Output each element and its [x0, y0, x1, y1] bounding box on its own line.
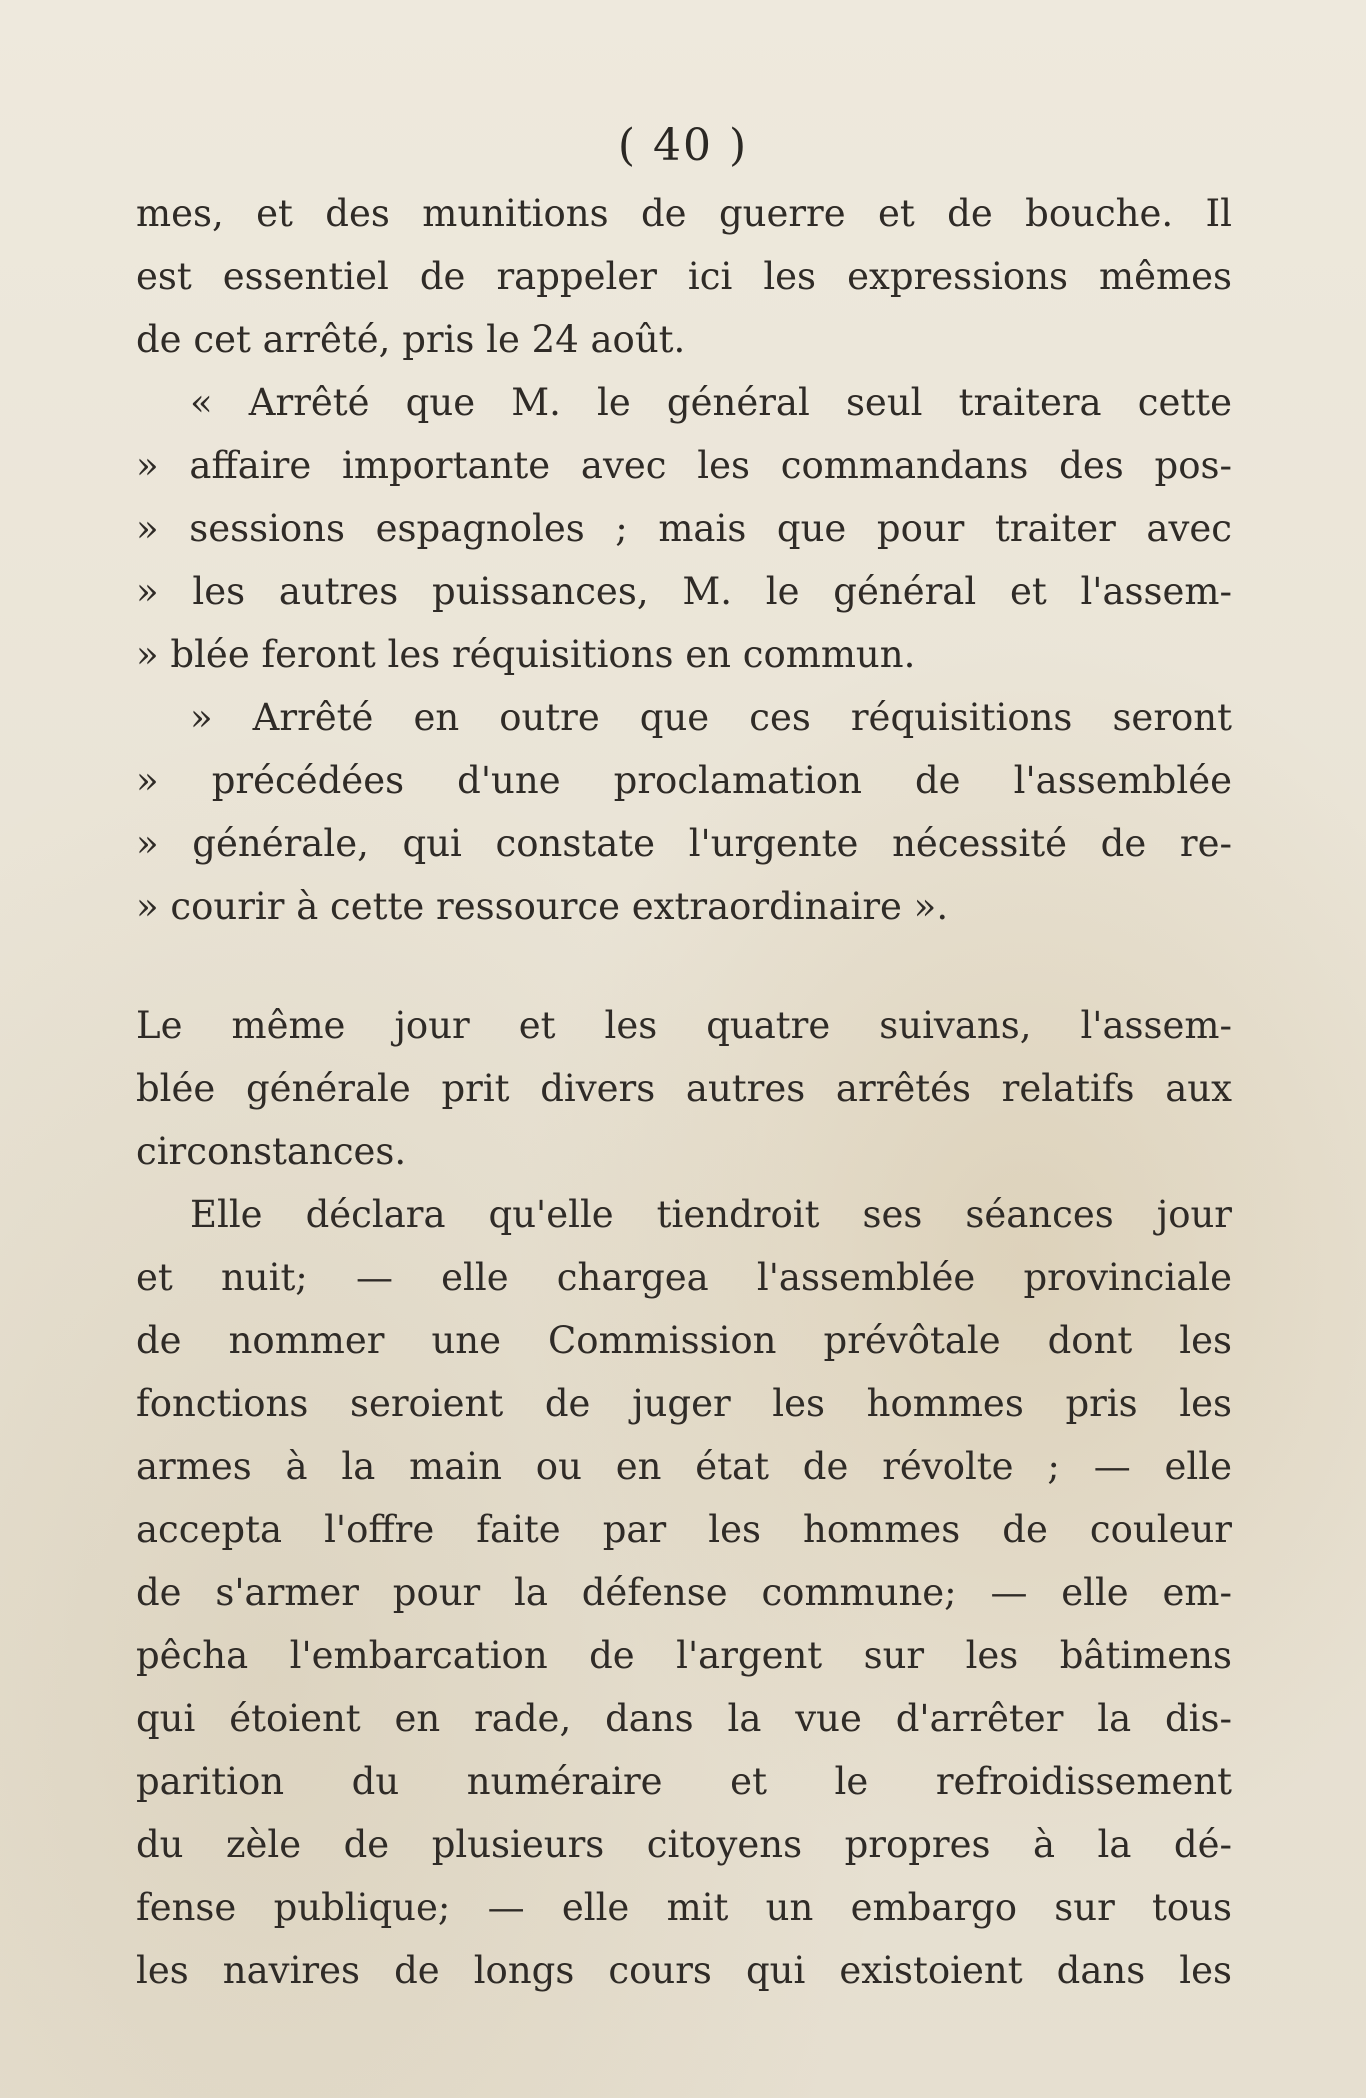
quotation-second-resolution [136, 686, 1232, 938]
text-line: du zèle de plusieurs citoyens propres à la dé- [136, 1823, 1232, 1866]
page-text [136, 182, 1232, 2002]
text-line: fense publique; — elle mit un embargo sur tous [136, 1886, 1232, 1929]
text-line: de nommer une Commission prévôtale dont les [136, 1319, 1232, 1362]
paragraph-same-day [136, 994, 1232, 1183]
text-line: les navires de longs cours qui existoient dans les [136, 1949, 1232, 1992]
text-line: circonstances. [136, 1130, 407, 1173]
text-line: » précédées d'une proclamation de l'assemblée [136, 759, 1232, 802]
text-line: Le même jour et les quatre suivans, l'assem- [136, 1004, 1232, 1047]
text-line: accepta l'offre faite par les hommes de couleur [136, 1508, 1232, 1551]
text-line: pêcha l'embarcation de l'argent sur les bâtimens [136, 1634, 1232, 1677]
text-line: de s'armer pour la défense commune; — elle em- [136, 1571, 1232, 1614]
text-line: et nuit; — elle chargea l'assemblée provinciale [136, 1256, 1232, 1299]
text-line: « Arrêté que M. le général seul traitera cette [190, 381, 1232, 424]
text-line: » les autres puissances, M. le général et l'assem- [136, 570, 1232, 613]
paragraph-continued [136, 182, 1232, 371]
text-line: » blée feront les réquisitions en commun. [136, 633, 916, 676]
text-line: » courir à cette ressource extraordinaire ». [136, 885, 949, 928]
text-line: est essentiel de rappeler ici les expressions mêmes [136, 255, 1232, 298]
section-gap [136, 938, 1232, 994]
text-line: qui étoient en rade, dans la vue d'arrêter la dis- [136, 1697, 1232, 1740]
text-line: Elle déclara qu'elle tiendroit ses séances jour [190, 1193, 1232, 1236]
text-line: » affaire importante avec les commandans des pos- [136, 444, 1232, 487]
text-line: fonctions seroient de juger les hommes pris les [136, 1382, 1232, 1425]
text-line: » sessions espagnoles ; mais que pour traiter avec [136, 507, 1232, 550]
text-line: mes, et des munitions de guerre et de bouche. Il [136, 192, 1232, 235]
paragraph-declarations [136, 1183, 1232, 2002]
text-line: » Arrêté en outre que ces réquisitions seront [190, 696, 1232, 739]
text-line: » générale, qui constate l'urgente nécessité de re- [136, 822, 1232, 865]
text-line: parition du numéraire et le refroidissement [136, 1760, 1232, 1803]
page-number: ( 40 ) [617, 120, 749, 171]
text-line: blée générale prit divers autres arrêtés relatifs aux [136, 1067, 1232, 1110]
text-line: de cet arrêté, pris le 24 août. [136, 318, 686, 361]
quotation-first-resolution [136, 371, 1232, 686]
text-line: armes à la main ou en état de révolte ; — elle [136, 1445, 1232, 1488]
